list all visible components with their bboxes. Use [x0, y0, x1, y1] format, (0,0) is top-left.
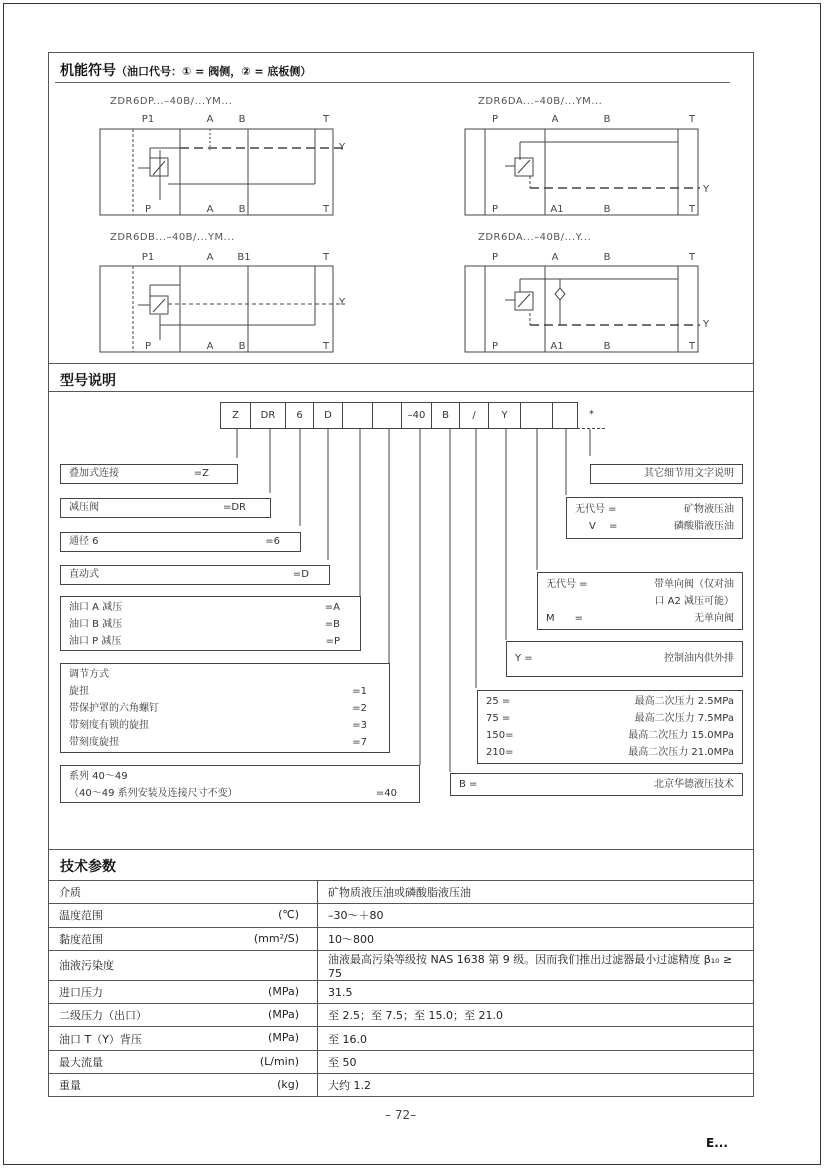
direct-code: =D [292, 569, 309, 580]
port-label: P [144, 204, 152, 215]
code-cell: * [577, 402, 605, 429]
code-cell [520, 402, 553, 429]
adjust-label: 带刻度旋扭 [69, 737, 119, 748]
symbol-label-4: ZDR6DA...–40B/...Y... [478, 232, 592, 243]
symbols-title-text: 机能符号 [60, 63, 116, 79]
port-label: T [322, 114, 330, 125]
check-key: M = [546, 613, 584, 624]
port-label-y: Y [702, 319, 710, 330]
table-row [49, 904, 754, 927]
port-label: T [322, 204, 330, 215]
port-label-y: Y [702, 184, 710, 195]
pressure-box [477, 690, 743, 764]
param-name: 介质 [49, 881, 318, 904]
param-unit: (L/min) [259, 1054, 299, 1068]
direct-box [60, 565, 330, 585]
pressure-value: 最高二次压力 7.5MPa [634, 713, 734, 724]
port-label: B [238, 204, 246, 215]
adjust-code: =1 [352, 686, 367, 697]
port-label: P [144, 341, 152, 352]
table-row [49, 980, 754, 1003]
size-box [60, 532, 301, 552]
divider-2 [48, 391, 754, 392]
brand-value: 北京华德液压技术 [654, 779, 734, 790]
port-label: T [322, 341, 330, 352]
port-label: B [238, 114, 246, 125]
param-value: 10～800 [318, 927, 754, 950]
param-value: 至 2.5；至 7.5；至 15.0；至 21.0 [318, 1004, 754, 1027]
port-label: 油口 B 减压 [69, 619, 123, 630]
adjust-label: 旋扭 [69, 686, 89, 697]
port-label: T [688, 204, 696, 215]
code-cell: Y [488, 402, 521, 429]
symbols-title [60, 60, 311, 80]
port-label: A [206, 204, 214, 215]
port-label: B [603, 204, 611, 215]
param-value: 大约 1.2 [318, 1074, 754, 1097]
port-label: B [238, 341, 246, 352]
port-label: A [206, 114, 214, 125]
series-box [60, 765, 420, 803]
port-label: P [491, 252, 499, 263]
port-label: P1 [141, 252, 155, 263]
port-label: T [688, 341, 696, 352]
reducing-code: =DR [222, 502, 246, 513]
param-unit: (MPa) [268, 984, 299, 998]
port-label: A1 [550, 341, 564, 352]
port-label: A [206, 252, 214, 263]
corner-mark: E... [706, 1136, 728, 1150]
table-row [49, 881, 754, 904]
params-table [48, 880, 754, 1097]
reducing-box [60, 498, 271, 518]
param-value: 至 50 [318, 1050, 754, 1073]
port-box [60, 596, 361, 651]
port-label-y: Y [338, 297, 346, 308]
other-text: 其它细节用文字说明 [644, 468, 734, 479]
param-name: 最大流量 (L/min) [49, 1050, 318, 1073]
code-cell: –40 [401, 402, 432, 429]
drain-key: Y = [515, 653, 533, 664]
adjust-code: =2 [352, 703, 367, 714]
port-label: P [491, 114, 499, 125]
port-label: P1 [141, 114, 155, 125]
code-cell [342, 402, 373, 429]
adjust-label: 带刻度有锁的旋扭 [69, 720, 149, 731]
param-name: 二级压力（出口） (MPa) [49, 1004, 318, 1027]
pressure-value: 最高二次压力 21.0MPa [628, 747, 734, 758]
code-cell: Z [220, 402, 251, 429]
table-row [49, 1004, 754, 1027]
table-row [49, 1027, 754, 1050]
table-row [49, 950, 754, 980]
code-cell: DR [250, 402, 286, 429]
port-label: P [491, 204, 499, 215]
param-name: 重量 (kg) [49, 1074, 318, 1097]
port-label: A1 [550, 204, 564, 215]
port-label: T [688, 114, 696, 125]
adjust-title: 调节方式 [69, 669, 109, 680]
table-row [49, 1050, 754, 1073]
fluid-key: V = [589, 521, 618, 532]
port-label: B [603, 252, 611, 263]
port-label: 油口 P 减压 [69, 636, 122, 647]
fluid-value: 矿物液压油 [684, 504, 734, 515]
adjust-box [60, 663, 390, 753]
check-value: 带单向阀（仅对油 [654, 579, 734, 590]
port-label: B1 [237, 252, 251, 263]
port-label: 油口 A 减压 [69, 602, 123, 613]
title-underline [55, 82, 730, 83]
port-label: A [551, 114, 559, 125]
port-label: A [206, 341, 214, 352]
page-number: – 72– [385, 1108, 417, 1122]
series-code: =40 [375, 788, 397, 799]
param-name: 温度范围 (℃) [49, 904, 318, 927]
drain-box [506, 641, 743, 677]
brand-key: B = [459, 779, 478, 790]
port-code: =B [324, 619, 340, 630]
drain-value: 控制油内供外排 [664, 653, 734, 664]
stack-code: =Z [193, 468, 209, 479]
param-unit: (MPa) [268, 1031, 299, 1045]
size-code: =6 [265, 536, 280, 547]
divider-1 [48, 363, 754, 364]
param-value: –30～＋80 [318, 904, 754, 927]
code-cell: D [313, 402, 343, 429]
adjust-code: =3 [352, 720, 367, 731]
pressure-value: 最高二次压力 2.5MPa [634, 696, 734, 707]
port-label: B [603, 341, 611, 352]
table-row [49, 1074, 754, 1097]
reducing-label: 减压阀 [69, 502, 99, 513]
code-cell: 6 [285, 402, 314, 429]
symbol-label-2: ZDR6DA...–40B/...YM... [478, 96, 603, 107]
brand-box [450, 773, 743, 796]
param-value: 31.5 [318, 980, 754, 1003]
param-unit: (℃) [278, 908, 299, 922]
port-code: =P [325, 636, 340, 647]
code-cell: B [431, 402, 460, 429]
pressure-value: 最高二次压力 15.0MPa [628, 730, 734, 741]
pressure-key: 25 = [486, 696, 511, 707]
direct-label: 直动式 [69, 569, 99, 580]
code-cell: / [459, 402, 489, 429]
param-value: 至 16.0 [318, 1027, 754, 1050]
size-label: 通径 6 [69, 536, 99, 547]
fluid-value: 磷酸脂液压油 [674, 521, 734, 532]
param-unit: (mm²/S) [253, 931, 299, 945]
port-label: T [688, 252, 696, 263]
check-valve-box [537, 572, 743, 630]
series-line1: 系列 40～49 [69, 771, 128, 782]
other-box [590, 464, 743, 484]
param-value: 矿物质液压油或磷酸脂液压油 [318, 881, 754, 904]
port-label: T [322, 252, 330, 263]
stack-label: 叠加式连接 [69, 468, 119, 479]
series-line2: （40～49 系列安装及连接尺寸不变） [69, 788, 238, 799]
check-value: 无单向阀 [694, 613, 734, 624]
port-label-y: Y [338, 142, 346, 153]
stack-box [60, 464, 238, 484]
params-title: 技术参数 [60, 859, 116, 875]
fluid-key: 无代号 = [575, 504, 617, 515]
pressure-key: 210= [486, 747, 514, 758]
symbol-label-1: ZDR6DP...–40B/...YM... [110, 96, 233, 107]
port-label: B [603, 114, 611, 125]
port-label: P [491, 341, 499, 352]
divider-3 [48, 849, 754, 850]
symbols-subtitle: （油口代号：① = 阀侧，② = 底板侧） [116, 65, 312, 78]
param-value: 油液最高污染等级按 NAS 1638 第 9 级。因而我们推出过滤器最小过滤精度 β₁₀ ≥ 75 [318, 950, 754, 980]
param-name: 油口 T（Y）背压 (MPa) [49, 1027, 318, 1050]
param-unit: (MPa) [268, 1008, 299, 1022]
param-name: 进口压力 (MPa) [49, 980, 318, 1003]
check-key: 无代号 = [546, 579, 588, 590]
pressure-key: 75 = [486, 713, 511, 724]
code-cell [372, 402, 402, 429]
fluid-box [566, 497, 743, 539]
param-name: 黏度范围 (mm²/S) [49, 927, 318, 950]
pressure-key: 150= [486, 730, 514, 741]
param-unit: (kg) [277, 1078, 299, 1092]
code-cell [552, 402, 578, 429]
port-code: =A [324, 602, 340, 613]
check-value-cont: 口 A2 减压可能） [654, 596, 734, 607]
model-title: 型号说明 [60, 373, 116, 389]
port-label: A [551, 252, 559, 263]
table-row [49, 927, 754, 950]
adjust-code: =7 [352, 737, 367, 748]
param-name: 油液污染度 [49, 950, 318, 980]
adjust-label: 带保护罩的六角螺钉 [69, 703, 159, 714]
symbol-label-3: ZDR6DB...–40B/...YM... [110, 232, 235, 243]
